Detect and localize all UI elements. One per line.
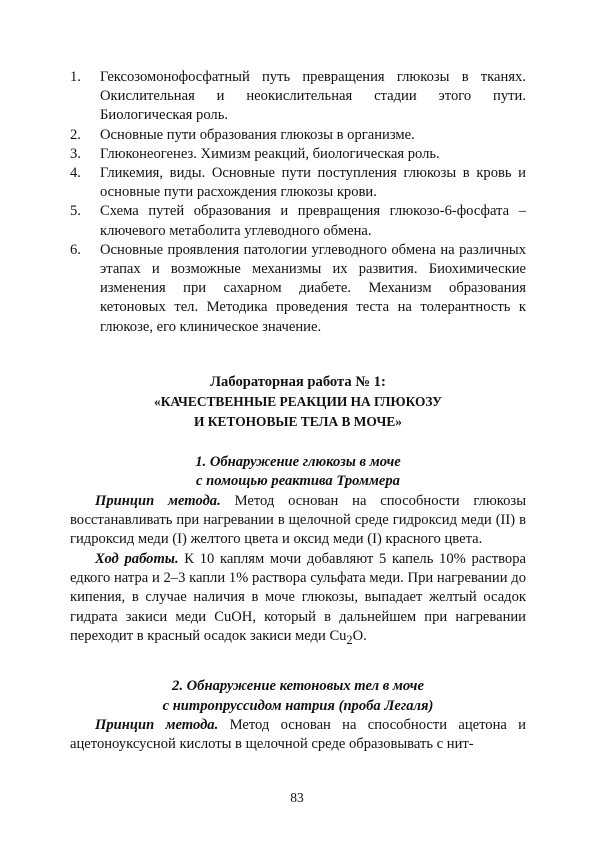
page-content	[70, 68, 526, 755]
list-item	[70, 145, 526, 164]
formula-element-o: O.	[352, 627, 367, 644]
list-item-number: 1.	[70, 69, 81, 85]
list-item-text: Основные проявления патологии углеводного обмена на различных этапах и возможные механизмы их развития. Биохимические изменения при сахарном диабете. Механизм образования кетоновых тел. Методика проведения теста на толерантность к глюкозе, его клиническое значение.	[100, 241, 526, 335]
principle-label: Принцип метода.	[95, 717, 219, 734]
list-item-text: Гликемия, виды. Основные пути поступления глюкозы в кровь и основные пути расхождения глюкозы крови.	[100, 165, 526, 201]
formula-element-cu: Cu	[329, 627, 347, 644]
list-item	[70, 68, 526, 126]
review-questions-list	[70, 68, 526, 337]
list-item	[70, 126, 526, 145]
list-item	[70, 241, 526, 337]
page-number: 83	[290, 790, 304, 805]
list-item-number: 6.	[70, 241, 81, 258]
experiment-1-procedure-paragraph	[70, 550, 526, 650]
list-item-text: Глюконеогенез. Химизм реакций, биологическая роль.	[100, 145, 440, 162]
list-item	[70, 164, 526, 202]
lab-subtitle-line-2: И КЕТОНОВЫЕ ТЕЛА В МОЧЕ»	[194, 413, 402, 429]
formula-subscript: 2	[346, 632, 353, 647]
list-item-number: 4.	[70, 165, 81, 182]
principle-label: Принцип метода.	[95, 492, 221, 509]
procedure-text: К 10 каплям мочи добавляют 5 капель 10% раствора едкого натра и 2–3 капли 1% раствора сульфата меди. При нагревании до кипения, в случае наличия в моче глюкозы, выпадает желтый осадок гидрата закиси меди CuOH, который в дальнейшем при нагревании переходит в красный осадок закиси меди	[70, 550, 526, 644]
experiment-1-principle-paragraph	[70, 492, 526, 550]
list-item-number: 5.	[70, 203, 81, 220]
list-item-text: Основные пути образования глюкозы в организме.	[100, 126, 415, 143]
procedure-label: Ход работы.	[95, 550, 179, 567]
principle-text: Метод основан на способности ацетона и ацетоноуксусной кислоты в щелочной среде образовывать с нит-	[70, 717, 526, 753]
experiment-2-title-line-1: 2. Обнаружение кетоновых тел в моче	[172, 678, 424, 695]
list-item	[70, 202, 526, 240]
lab-title: Лабораторная работа № 1:	[210, 373, 386, 390]
experiment-1-title-line-2: с помощью реактива Троммера	[196, 473, 400, 490]
experiment-2-principle-paragraph	[70, 716, 526, 755]
experiment-2-title-line-2: с нитропруссидом натрия (проба Легаля)	[162, 697, 434, 714]
experiment-1-title-line-1: 1. Обнаружение глюкозы в моче	[195, 453, 401, 470]
list-item-number: 3.	[70, 145, 81, 162]
list-item-text: Схема путей образования и превращения глюкозо-6-фосфата – ключевого метаболита углеводного обмена.	[100, 203, 526, 239]
principle-text: Метод основан на способности глюкозы восстанавливать при нагревании в щелочной среде гидроксид меди (II) в гидроксид меди (I) желтого цвета и оксид меди (I) красного цвета.	[70, 492, 526, 548]
list-item-text: Гексозомонофосфатный путь превращения глюкозы в тканях. Окислительная и неокислительная стадии этого пути. Биологическая роль.	[100, 69, 526, 124]
lab-subtitle-line-1: «КАЧЕСТВЕННЫЕ РЕАКЦИИ НА ГЛЮКОЗУ	[154, 393, 442, 409]
list-item-number: 2.	[70, 126, 81, 143]
